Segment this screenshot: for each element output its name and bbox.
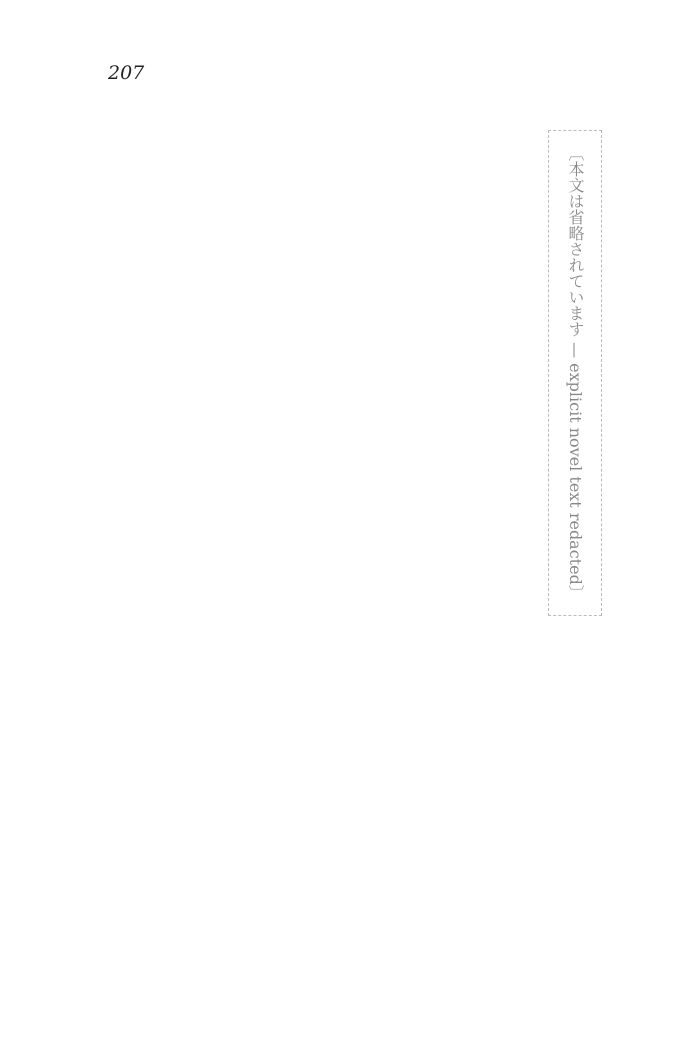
vertical-text-body: [82, 130, 602, 960]
redacted-body-text: 〔本文は省略されています — explicit novel text redacted〕: [548, 130, 602, 616]
page-number: 207: [108, 62, 145, 84]
